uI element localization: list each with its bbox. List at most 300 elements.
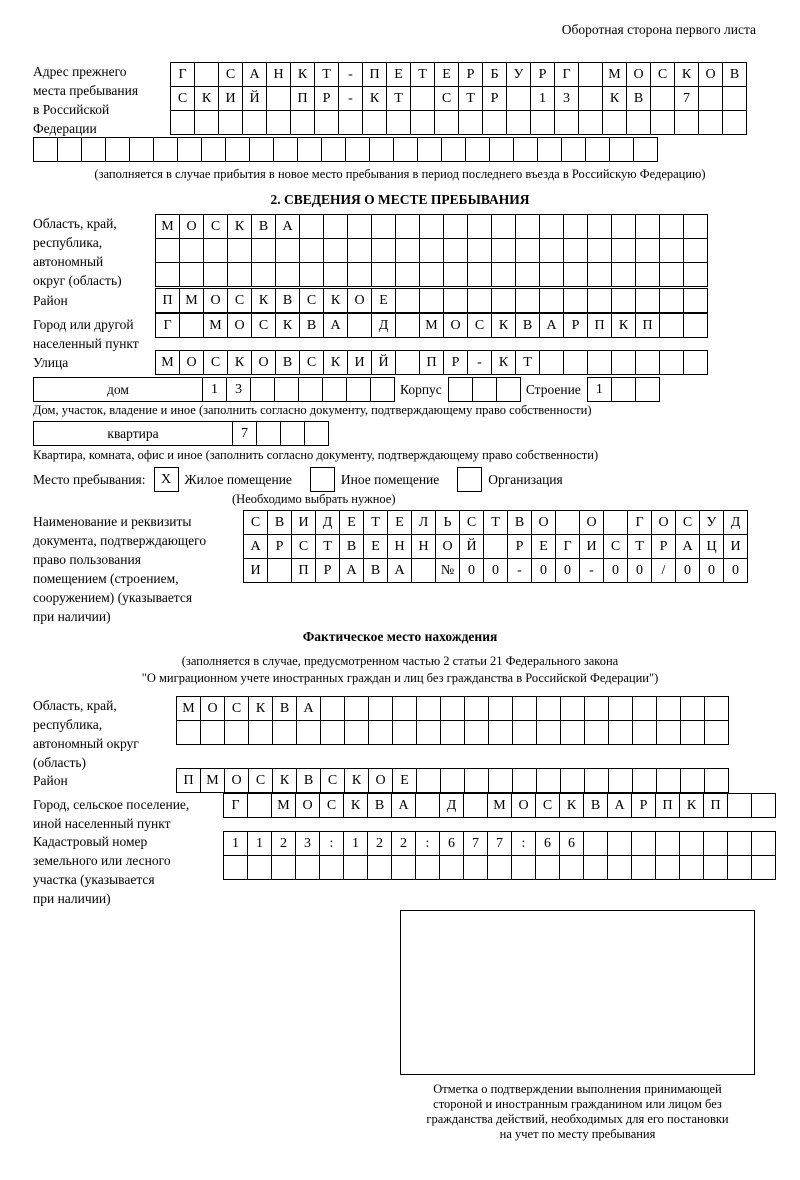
char-cell[interactable]	[585, 137, 610, 162]
char-cell[interactable]	[464, 696, 489, 721]
char-cell[interactable]: С	[170, 86, 195, 111]
prev-address-grid[interactable]	[170, 62, 746, 134]
char-cell[interactable]	[679, 855, 704, 880]
char-cell[interactable]	[320, 696, 345, 721]
char-cell[interactable]: Д	[439, 793, 464, 818]
char-cell[interactable]	[539, 288, 564, 313]
char-cell[interactable]	[584, 720, 609, 745]
char-cell[interactable]: 0	[723, 558, 748, 583]
char-cell[interactable]	[727, 855, 752, 880]
char-cell[interactable]: К	[559, 793, 584, 818]
char-cell[interactable]	[440, 768, 465, 793]
char-cell[interactable]: П	[635, 313, 660, 338]
char-cell[interactable]: В	[367, 793, 392, 818]
char-cell[interactable]	[323, 238, 348, 263]
char-cell[interactable]: 2	[367, 831, 392, 856]
char-cell[interactable]: Д	[371, 313, 396, 338]
char-cell[interactable]	[635, 214, 660, 239]
char-cell[interactable]	[344, 720, 369, 745]
char-cell[interactable]	[563, 288, 588, 313]
char-cell[interactable]: К	[602, 86, 627, 111]
flat-cell[interactable]: 7	[232, 421, 257, 446]
char-cell[interactable]	[584, 768, 609, 793]
char-cell[interactable]	[194, 110, 219, 135]
char-cell[interactable]	[611, 288, 636, 313]
char-cell[interactable]	[347, 214, 372, 239]
char-cell[interactable]	[320, 720, 345, 745]
char-cell[interactable]: -	[507, 558, 532, 583]
char-cell[interactable]	[727, 793, 752, 818]
char-cell[interactable]	[271, 855, 296, 880]
korpus-cell[interactable]	[448, 377, 473, 402]
char-cell[interactable]	[395, 288, 420, 313]
char-cell[interactable]	[415, 793, 440, 818]
char-cell[interactable]: А	[675, 534, 700, 559]
char-cell[interactable]: /	[651, 558, 676, 583]
char-cell[interactable]	[416, 768, 441, 793]
char-cell[interactable]	[419, 288, 444, 313]
house-cells[interactable]	[202, 377, 394, 402]
char-cell[interactable]	[683, 288, 708, 313]
char-cell[interactable]	[563, 238, 588, 263]
char-cell[interactable]	[560, 768, 585, 793]
char-cell[interactable]	[153, 137, 178, 162]
char-cell[interactable]	[488, 768, 513, 793]
char-cell[interactable]	[415, 855, 440, 880]
char-cell[interactable]: 0	[531, 558, 556, 583]
char-cell[interactable]	[680, 696, 705, 721]
char-cell[interactable]	[319, 855, 344, 880]
char-cell[interactable]	[323, 214, 348, 239]
char-cell[interactable]: К	[362, 86, 387, 111]
char-cell[interactable]	[464, 768, 489, 793]
char-cell[interactable]: Р	[651, 534, 676, 559]
char-cell[interactable]: К	[679, 793, 704, 818]
char-cell[interactable]	[393, 137, 418, 162]
char-cell[interactable]	[200, 720, 225, 745]
char-cell[interactable]	[81, 137, 106, 162]
char-cell[interactable]	[225, 137, 250, 162]
char-cell[interactable]	[224, 720, 249, 745]
char-cell[interactable]	[611, 214, 636, 239]
stroenie-cells[interactable]	[587, 377, 659, 402]
char-cell[interactable]	[611, 238, 636, 263]
char-cell[interactable]	[203, 262, 228, 287]
char-cell[interactable]: 1	[343, 831, 368, 856]
char-cell[interactable]	[659, 262, 684, 287]
char-cell[interactable]	[395, 214, 420, 239]
char-cell[interactable]: С	[535, 793, 560, 818]
char-cell[interactable]: Т	[627, 534, 652, 559]
char-cell[interactable]: С	[299, 288, 324, 313]
char-cell[interactable]	[491, 288, 516, 313]
char-cell[interactable]	[371, 214, 396, 239]
char-cell[interactable]: О	[227, 313, 252, 338]
char-cell[interactable]	[194, 62, 219, 87]
char-cell[interactable]: Д	[315, 510, 340, 535]
korpus-cells[interactable]	[448, 377, 520, 402]
char-cell[interactable]	[650, 110, 675, 135]
flat-cell[interactable]	[280, 421, 305, 446]
char-cell[interactable]	[369, 137, 394, 162]
char-cell[interactable]	[227, 262, 252, 287]
char-cell[interactable]	[626, 110, 651, 135]
char-cell[interactable]: Н	[411, 534, 436, 559]
char-cell[interactable]	[489, 137, 514, 162]
char-cell[interactable]	[395, 313, 420, 338]
char-cell[interactable]	[299, 262, 324, 287]
char-cell[interactable]	[751, 855, 776, 880]
char-cell[interactable]	[314, 110, 339, 135]
char-cell[interactable]: 6	[535, 831, 560, 856]
char-cell[interactable]	[584, 696, 609, 721]
char-cell[interactable]	[512, 768, 537, 793]
char-cell[interactable]: -	[338, 62, 363, 87]
char-cell[interactable]: Г	[170, 62, 195, 87]
char-cell[interactable]: В	[339, 534, 364, 559]
char-cell[interactable]	[536, 696, 561, 721]
char-cell[interactable]	[367, 855, 392, 880]
char-cell[interactable]: 0	[555, 558, 580, 583]
char-cell[interactable]: О	[179, 214, 204, 239]
char-cell[interactable]: Г	[223, 793, 248, 818]
char-cell[interactable]	[203, 238, 228, 263]
char-cell[interactable]	[683, 350, 708, 375]
char-cell[interactable]: П	[290, 86, 315, 111]
char-cell[interactable]	[632, 696, 657, 721]
char-cell[interactable]: У	[506, 62, 531, 87]
char-cell[interactable]	[266, 110, 291, 135]
char-cell[interactable]: С	[224, 696, 249, 721]
char-cell[interactable]: 2	[271, 831, 296, 856]
char-cell[interactable]	[698, 86, 723, 111]
char-cell[interactable]	[417, 137, 442, 162]
char-cell[interactable]	[295, 855, 320, 880]
char-cell[interactable]	[560, 696, 585, 721]
char-cell[interactable]: Т	[314, 62, 339, 87]
char-cell[interactable]: О	[626, 62, 651, 87]
flat-cells[interactable]	[232, 421, 328, 446]
char-cell[interactable]	[635, 238, 660, 263]
house-cell[interactable]	[370, 377, 395, 402]
document-grid[interactable]	[243, 510, 747, 582]
char-cell[interactable]	[419, 214, 444, 239]
char-cell[interactable]: В	[507, 510, 532, 535]
char-cell[interactable]: С	[251, 313, 276, 338]
char-cell[interactable]	[443, 238, 468, 263]
char-cell[interactable]	[105, 137, 130, 162]
char-cell[interactable]	[578, 62, 603, 87]
char-cell[interactable]: Б	[482, 62, 507, 87]
char-cell[interactable]: М	[200, 768, 225, 793]
char-cell[interactable]: О	[251, 350, 276, 375]
char-cell[interactable]	[602, 110, 627, 135]
char-cell[interactable]	[659, 238, 684, 263]
char-cell[interactable]: Й	[371, 350, 396, 375]
char-cell[interactable]	[512, 720, 537, 745]
char-cell[interactable]: -	[467, 350, 492, 375]
char-cell[interactable]: 0	[675, 558, 700, 583]
char-cell[interactable]	[704, 696, 729, 721]
char-cell[interactable]	[467, 238, 492, 263]
char-cell[interactable]	[539, 214, 564, 239]
char-cell[interactable]	[155, 238, 180, 263]
char-cell[interactable]	[703, 831, 728, 856]
char-cell[interactable]: К	[491, 313, 516, 338]
char-cell[interactable]	[680, 720, 705, 745]
char-cell[interactable]: -	[338, 86, 363, 111]
char-cell[interactable]	[179, 238, 204, 263]
char-cell[interactable]: Т	[315, 534, 340, 559]
char-cell[interactable]	[607, 831, 632, 856]
char-cell[interactable]	[536, 768, 561, 793]
city-grid[interactable]	[155, 313, 707, 337]
char-cell[interactable]	[655, 831, 680, 856]
char-cell[interactable]: Р	[530, 62, 555, 87]
char-cell[interactable]: Е	[363, 534, 388, 559]
char-cell[interactable]	[251, 238, 276, 263]
stroenie-cell[interactable]	[611, 377, 636, 402]
char-cell[interactable]: В	[251, 214, 276, 239]
stay-type-checkbox-other[interactable]	[310, 467, 335, 492]
char-cell[interactable]: Т	[515, 350, 540, 375]
char-cell[interactable]	[434, 110, 459, 135]
char-cell[interactable]	[515, 214, 540, 239]
char-cell[interactable]	[440, 720, 465, 745]
char-cell[interactable]: Й	[459, 534, 484, 559]
char-cell[interactable]: С	[227, 288, 252, 313]
stroenie-cell[interactable]: 1	[587, 377, 612, 402]
char-cell[interactable]	[680, 768, 705, 793]
char-cell[interactable]	[539, 238, 564, 263]
char-cell[interactable]: Р	[458, 62, 483, 87]
cadastral-grid[interactable]	[223, 831, 775, 879]
char-cell[interactable]: Р	[315, 558, 340, 583]
char-cell[interactable]	[467, 288, 492, 313]
char-cell[interactable]	[659, 214, 684, 239]
char-cell[interactable]: 0	[699, 558, 724, 583]
char-cell[interactable]	[323, 262, 348, 287]
char-cell[interactable]: Т	[386, 86, 411, 111]
char-cell[interactable]	[465, 137, 490, 162]
char-cell[interactable]: И	[243, 558, 268, 583]
char-cell[interactable]: О	[531, 510, 556, 535]
char-cell[interactable]: Н	[266, 62, 291, 87]
char-cell[interactable]	[347, 238, 372, 263]
char-cell[interactable]	[467, 262, 492, 287]
char-cell[interactable]	[559, 855, 584, 880]
char-cell[interactable]	[441, 137, 466, 162]
char-cell[interactable]: -	[579, 558, 604, 583]
char-cell[interactable]	[674, 110, 699, 135]
house-cell[interactable]	[322, 377, 347, 402]
char-cell[interactable]	[563, 350, 588, 375]
char-cell[interactable]: И	[291, 510, 316, 535]
char-cell[interactable]	[561, 137, 586, 162]
char-cell[interactable]	[683, 262, 708, 287]
char-cell[interactable]	[443, 262, 468, 287]
char-cell[interactable]	[395, 238, 420, 263]
char-cell[interactable]	[179, 313, 204, 338]
char-cell[interactable]: А	[387, 558, 412, 583]
char-cell[interactable]	[703, 855, 728, 880]
char-cell[interactable]	[698, 110, 723, 135]
char-cell[interactable]: С	[650, 62, 675, 87]
char-cell[interactable]: О	[511, 793, 536, 818]
house-cell[interactable]	[274, 377, 299, 402]
char-cell[interactable]: Г	[554, 62, 579, 87]
char-cell[interactable]	[727, 831, 752, 856]
char-cell[interactable]: П	[703, 793, 728, 818]
char-cell[interactable]	[655, 855, 680, 880]
char-cell[interactable]	[347, 262, 372, 287]
char-cell[interactable]	[273, 137, 298, 162]
char-cell[interactable]: Г	[627, 510, 652, 535]
char-cell[interactable]: Р	[631, 793, 656, 818]
char-cell[interactable]	[563, 262, 588, 287]
char-cell[interactable]	[633, 137, 658, 162]
char-cell[interactable]	[656, 696, 681, 721]
char-cell[interactable]	[578, 110, 603, 135]
district-grid[interactable]	[155, 288, 707, 312]
char-cell[interactable]: Е	[531, 534, 556, 559]
char-cell[interactable]	[537, 137, 562, 162]
char-cell[interactable]	[247, 855, 272, 880]
char-cell[interactable]	[632, 720, 657, 745]
char-cell[interactable]	[290, 110, 315, 135]
char-cell[interactable]: И	[579, 534, 604, 559]
char-cell[interactable]	[656, 720, 681, 745]
char-cell[interactable]: Й	[242, 86, 267, 111]
char-cell[interactable]: О	[368, 768, 393, 793]
char-cell[interactable]: Е	[434, 62, 459, 87]
char-cell[interactable]: О	[347, 288, 372, 313]
char-cell[interactable]: О	[443, 313, 468, 338]
char-cell[interactable]	[247, 793, 272, 818]
char-cell[interactable]: 3	[554, 86, 579, 111]
char-cell[interactable]	[411, 558, 436, 583]
char-cell[interactable]: Д	[723, 510, 748, 535]
char-cell[interactable]: К	[674, 62, 699, 87]
char-cell[interactable]	[511, 855, 536, 880]
char-cell[interactable]: П	[655, 793, 680, 818]
char-cell[interactable]: В	[299, 313, 324, 338]
char-cell[interactable]: Е	[339, 510, 364, 535]
char-cell[interactable]: В	[583, 793, 608, 818]
char-cell[interactable]	[491, 238, 516, 263]
char-cell[interactable]: 1	[530, 86, 555, 111]
char-cell[interactable]	[443, 214, 468, 239]
char-cell[interactable]: 7	[463, 831, 488, 856]
char-cell[interactable]: 0	[603, 558, 628, 583]
char-cell[interactable]: А	[339, 558, 364, 583]
char-cell[interactable]: К	[491, 350, 516, 375]
char-cell[interactable]: В	[272, 696, 297, 721]
char-cell[interactable]: П	[419, 350, 444, 375]
char-cell[interactable]: 0	[627, 558, 652, 583]
char-cell[interactable]	[155, 262, 180, 287]
char-cell[interactable]	[362, 110, 387, 135]
char-cell[interactable]: О	[224, 768, 249, 793]
char-cell[interactable]: О	[200, 696, 225, 721]
char-cell[interactable]: К	[343, 793, 368, 818]
char-cell[interactable]: М	[176, 696, 201, 721]
char-cell[interactable]	[609, 137, 634, 162]
char-cell[interactable]: С	[320, 768, 345, 793]
char-cell[interactable]	[587, 350, 612, 375]
char-cell[interactable]	[296, 720, 321, 745]
char-cell[interactable]	[555, 510, 580, 535]
char-cell[interactable]: К	[275, 313, 300, 338]
char-cell[interactable]	[227, 238, 252, 263]
char-cell[interactable]	[530, 110, 555, 135]
char-cell[interactable]: :	[511, 831, 536, 856]
region-grid[interactable]	[155, 214, 707, 286]
char-cell[interactable]: М	[203, 313, 228, 338]
char-cell[interactable]	[659, 288, 684, 313]
char-cell[interactable]	[345, 137, 370, 162]
char-cell[interactable]: :	[319, 831, 344, 856]
char-cell[interactable]: А	[539, 313, 564, 338]
char-cell[interactable]: 1	[247, 831, 272, 856]
char-cell[interactable]	[371, 238, 396, 263]
char-cell[interactable]	[248, 720, 273, 745]
stamp-box[interactable]	[400, 910, 755, 1075]
char-cell[interactable]	[57, 137, 82, 162]
korpus-cell[interactable]	[496, 377, 521, 402]
house-cell[interactable]: 1	[202, 377, 227, 402]
char-cell[interactable]: И	[723, 534, 748, 559]
char-cell[interactable]: П	[587, 313, 612, 338]
char-cell[interactable]	[587, 238, 612, 263]
char-cell[interactable]: В	[296, 768, 321, 793]
actual-region-grid[interactable]	[176, 696, 728, 744]
char-cell[interactable]	[343, 855, 368, 880]
char-cell[interactable]	[391, 855, 416, 880]
char-cell[interactable]	[463, 793, 488, 818]
char-cell[interactable]	[608, 696, 633, 721]
char-cell[interactable]: А	[607, 793, 632, 818]
actual-city-grid[interactable]	[223, 793, 775, 817]
house-cell[interactable]	[298, 377, 323, 402]
char-cell[interactable]	[539, 350, 564, 375]
char-cell[interactable]: М	[271, 793, 296, 818]
char-cell[interactable]	[631, 831, 656, 856]
char-cell[interactable]	[33, 137, 58, 162]
char-cell[interactable]: 6	[559, 831, 584, 856]
char-cell[interactable]: Т	[363, 510, 388, 535]
char-cell[interactable]: С	[218, 62, 243, 87]
char-cell[interactable]: А	[296, 696, 321, 721]
char-cell[interactable]	[299, 214, 324, 239]
char-cell[interactable]	[410, 110, 435, 135]
char-cell[interactable]: :	[415, 831, 440, 856]
char-cell[interactable]: С	[248, 768, 273, 793]
char-cell[interactable]: С	[243, 510, 268, 535]
char-cell[interactable]	[338, 110, 363, 135]
char-cell[interactable]	[218, 110, 243, 135]
char-cell[interactable]: И	[218, 86, 243, 111]
char-cell[interactable]	[578, 86, 603, 111]
char-cell[interactable]	[368, 696, 393, 721]
char-cell[interactable]	[416, 720, 441, 745]
char-cell[interactable]	[443, 288, 468, 313]
flat-cell[interactable]	[256, 421, 281, 446]
char-cell[interactable]	[272, 720, 297, 745]
char-cell[interactable]: К	[323, 288, 348, 313]
char-cell[interactable]	[170, 110, 195, 135]
char-cell[interactable]	[722, 110, 747, 135]
